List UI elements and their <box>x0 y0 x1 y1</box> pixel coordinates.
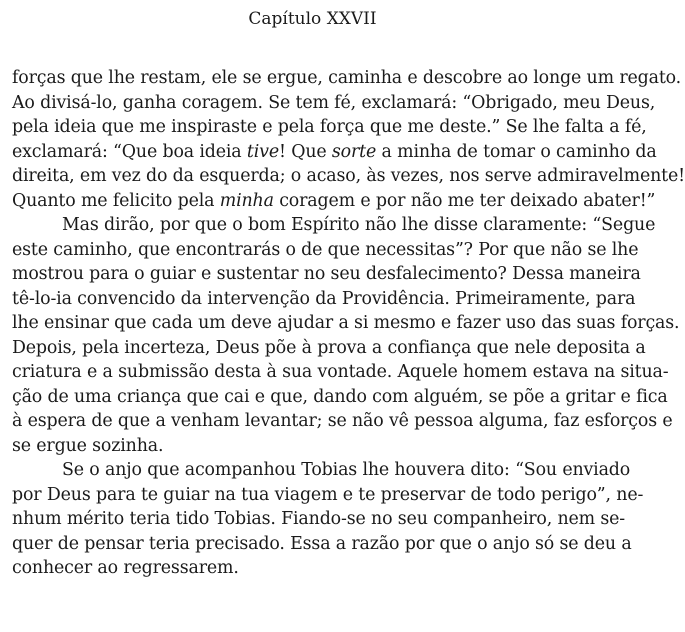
text-line: Ao divisá-lo, ganha coragem. Se tem fé, exclamará: “Obrigado, meu Deus, <box>12 92 656 113</box>
text-line: Quanto me felicito pela minha coragem e por não me ter deixado abater!” <box>12 190 656 211</box>
text-line: por Deus para te guiar na tua viagem e te preservar de todo perigo”, ne- <box>12 484 644 505</box>
text-line: à espera de que a venham levantar; se não vê pessoa alguma, faz esforços e <box>12 411 673 431</box>
text-line: tê-lo-ia convencido da intervenção da Providência. Primeiramente, para <box>12 288 636 309</box>
text-line: quer de pensar teria precisado. Essa a razão por que o anjo só se deu a <box>12 533 632 554</box>
paragraph <box>12 66 685 213</box>
body-text <box>12 66 685 581</box>
text-line: direita, em vez do da esquerda; o acaso, às vezes, nos serve admiravelmente! <box>12 166 685 186</box>
emphasis: tive <box>246 141 279 162</box>
text-line: Depois, pela incerteza, Deus põe à prova a confiança que nele deposita a <box>12 337 646 358</box>
paragraph <box>12 458 644 581</box>
text-line: nhum mérito teria tido Tobias. Fiando-se no seu companheiro, nem se- <box>12 509 626 529</box>
text-line: criatura e a submissão desta à sua vontade. Aquele homem estava na situa- <box>12 362 669 382</box>
text-line: Mas dirão, por que o bom Espírito não lhe disse claramente: “Segue <box>62 215 656 235</box>
book-page <box>12 0 685 581</box>
text-line: exclamará: “Que boa ideia tive! Que sorte a minha de tomar o caminho da <box>12 141 657 162</box>
text-line: mostrou para o guiar e sustentar no seu desfalecimento? Dessa maneira <box>12 264 641 284</box>
text-line: este caminho, que encontrarás o de que necessitas”? Por que não se lhe <box>12 239 639 260</box>
text-line: ção de uma criança que cai e que, dando com alguém, se põe a gritar e fica <box>12 386 668 407</box>
text-line: conhecer ao regressarem. <box>12 558 239 578</box>
text-line: Se o anjo que acompanhou Tobias lhe houvera dito: “Sou enviado <box>62 460 631 480</box>
text-line: se ergue sozinha. <box>12 435 164 456</box>
text-line: forças que lhe restam, ele se ergue, caminha e descobre ao longe um regato. <box>12 68 682 88</box>
emphasis: sorte <box>331 141 377 162</box>
emphasis: minha <box>219 190 274 211</box>
paragraph <box>12 213 680 458</box>
text-line: lhe ensinar que cada um deve ajudar a si mesmo e fazer uso das suas forças. <box>12 313 680 333</box>
text-line: pela ideia que me inspiraste e pela força que me deste.” Se lhe falta a fé, <box>12 117 647 137</box>
chapter-header: Capítulo XXVII <box>248 9 377 29</box>
